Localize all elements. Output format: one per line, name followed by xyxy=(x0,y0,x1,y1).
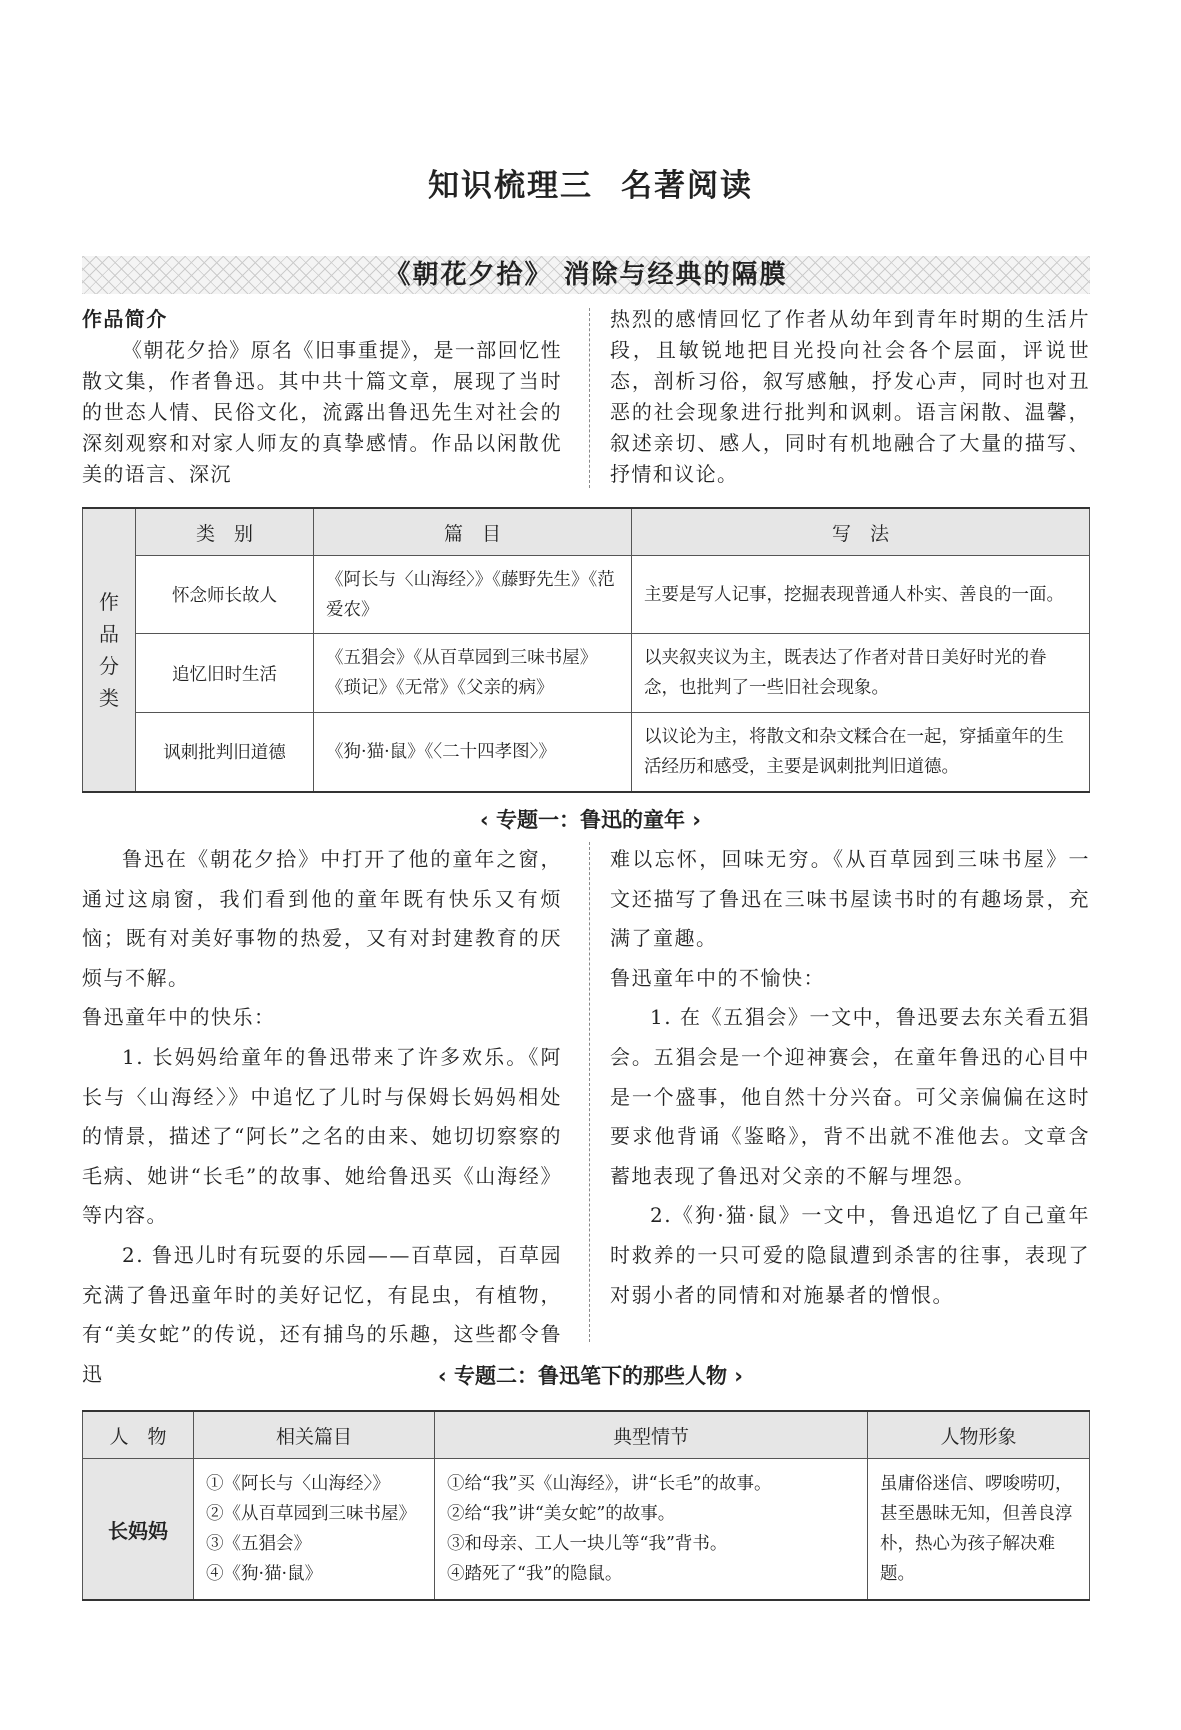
section-banner xyxy=(82,256,1090,294)
characters-table xyxy=(82,1410,1090,1601)
cell-category: 怀念师长故人 xyxy=(136,556,314,634)
cell-works: 《阿长与〈山海经〉》《藤野先生》《范爱农》 xyxy=(314,556,632,634)
title-part1: 知识梳理三 xyxy=(428,168,593,204)
cell-category: 追忆旧时生活 xyxy=(136,634,314,713)
paragraph: 2. 鲁迅儿时有玩耍的乐园——百草园，百草园充满了鲁迅童年时的美好记忆，有昆虫，有植物，有“美女蛇”的传说，还有捕鸟的乐趣，这些都令鲁迅 xyxy=(82,1242,562,1386)
page-title xyxy=(0,160,1181,205)
header-works: 篇 目 xyxy=(314,508,632,556)
topic1-right xyxy=(610,840,1090,1394)
paragraph: 鲁迅童年中的快乐： xyxy=(82,1005,276,1030)
paragraph: 1. 长妈妈给童年的鲁迅带来了许多欢乐。《阿长与〈山海经〉》中追忆了儿时与保姆长妈妈相处的情景，描述了“阿长”之名的由来、她切切察察的毛病、她讲“长毛”的故事、她给鲁迅买《山海经》等内容。 xyxy=(82,1044,562,1228)
cell-style: 以议论为主，将散文和杂文糅合在一起，穿插童年的生活经历和感受，主要是讽刺批判旧道德。 xyxy=(632,713,1090,792)
table-header-row xyxy=(83,508,1090,556)
intro-left xyxy=(82,304,562,490)
cell-category: 讽刺批判旧道德 xyxy=(136,713,314,792)
title-part2: 名著阅读 xyxy=(621,168,753,204)
header-plots: 典型情节 xyxy=(435,1411,868,1459)
header-character: 人 物 xyxy=(83,1411,194,1459)
banner-text: 《朝花夕拾》 消除与经典的隔膜 xyxy=(384,260,788,290)
table-row xyxy=(83,634,1090,713)
work-item: ④《狗·猫·鼠》 xyxy=(206,1564,323,1584)
table-header-row xyxy=(83,1411,1090,1459)
plot-item: ③和母亲、工人一块儿等“我”背书。 xyxy=(447,1534,728,1554)
intro-section xyxy=(82,304,1090,490)
side-label xyxy=(83,508,136,792)
cell-works: 《狗·猫·鼠》《〈二十四孝图〉》 xyxy=(314,713,632,792)
paragraph: 1. 在《五猖会》一文中，鲁迅要去东关看五猖会。五猖会是一个迎神赛会，在童年鲁迅的心目中是一个盛事，他自然十分兴奋。可父亲偏偏在这时要求他背诵《鉴略》，背不出就不准他去。文章含蓄地表现了鲁迅对父亲的不解与埋怨。 xyxy=(610,1005,1090,1188)
table-row xyxy=(83,1459,1090,1601)
paragraph: 2.《狗·猫·鼠》一文中，鲁迅追忆了自己童年时救养的一只可爱的隐鼠遭到杀害的往事，表现了对弱小者的同情和对施暴者的憎恨。 xyxy=(610,1203,1090,1307)
table-row xyxy=(83,713,1090,792)
intro-heading: 作品简介 xyxy=(82,307,168,331)
cell-style: 以夹叙夹议为主，既表达了作者对昔日美好时光的眷念，也批判了一些旧社会现象。 xyxy=(632,634,1090,713)
work-item: ③《五猖会》 xyxy=(206,1534,311,1554)
topic1-heading: ‹ 专题一：鲁迅的童年 › xyxy=(480,808,701,832)
side-label-text: 作品分类 xyxy=(99,589,119,710)
intro-text-left: 《朝花夕拾》原名《旧事重提》，是一部回忆性散文集，作者鲁迅。其中共十篇文章，展现了当时的世态人情、民俗文化，流露出鲁迅先生对社会的深刻观察和对家人师友的真挚感情。作品以闲散优美的语言、深沉 xyxy=(82,338,562,486)
table-row xyxy=(83,556,1090,634)
intro-text-right: 热烈的感情回忆了作者从幼年到青年时期的生活片段，且敏锐地把目光投向社会各个层面，评说世态，剖析习俗，叙写感触，抒发心声，同时也对丑恶的社会现象进行批判和讽刺。语言闲散、温馨，叙述亲切、感人，同时有机地融合了大量的描写、抒情和议论。 xyxy=(610,307,1090,486)
plot-item: ④踏死了“我”的隐鼠。 xyxy=(447,1564,623,1584)
paragraph: 难以忘怀，回味无穷。《从百草园到三味书屋》一文还描写了鲁迅在三味书屋读书时的有趣场景，充满了童趣。 xyxy=(610,847,1090,951)
intro-right xyxy=(610,304,1090,490)
header-category: 类 别 xyxy=(136,508,314,556)
header-style: 写 法 xyxy=(632,508,1090,556)
cell-works: 《五猖会》《从百草园到三味书屋》《琐记》《无常》《父亲的病》 xyxy=(314,634,632,713)
plot-item: ①给“我”买《山海经》，讲“长毛”的故事。 xyxy=(447,1474,772,1494)
topic2-heading: ‹ 专题二：鲁迅笔下的那些人物 › xyxy=(438,1364,743,1388)
topic1-left xyxy=(82,840,562,1394)
plots-list xyxy=(435,1459,868,1601)
classification-table xyxy=(82,507,1090,793)
plot-item: ②给“我”讲“美女蛇”的故事。 xyxy=(447,1504,676,1524)
works-list xyxy=(194,1459,435,1601)
header-works: 相关篇目 xyxy=(194,1411,435,1459)
paragraph: 鲁迅童年中的不愉快： xyxy=(610,965,825,990)
work-item: ②《从百草园到三味书屋》 xyxy=(206,1504,416,1524)
character-image: 虽庸俗迷信、啰唆唠叨，甚至愚昧无知，但善良淳朴，热心为孩子解决难题。 xyxy=(868,1459,1090,1601)
header-image: 人物形象 xyxy=(868,1411,1090,1459)
work-item: ①《阿长与〈山海经〉》 xyxy=(206,1474,390,1494)
paragraph: 鲁迅在《朝花夕拾》中打开了他的童年之窗，通过这扇窗，我们看到他的童年既有快乐又有烦恼；既有对美好事物的热爱，又有对封建教育的厌烦与不解。 xyxy=(82,847,562,990)
topic1-body xyxy=(82,840,1090,1394)
character-name: 长妈妈 xyxy=(83,1459,194,1601)
cell-style: 主要是写人记事，挖掘表现普通人朴实、善良的一面。 xyxy=(632,556,1090,634)
